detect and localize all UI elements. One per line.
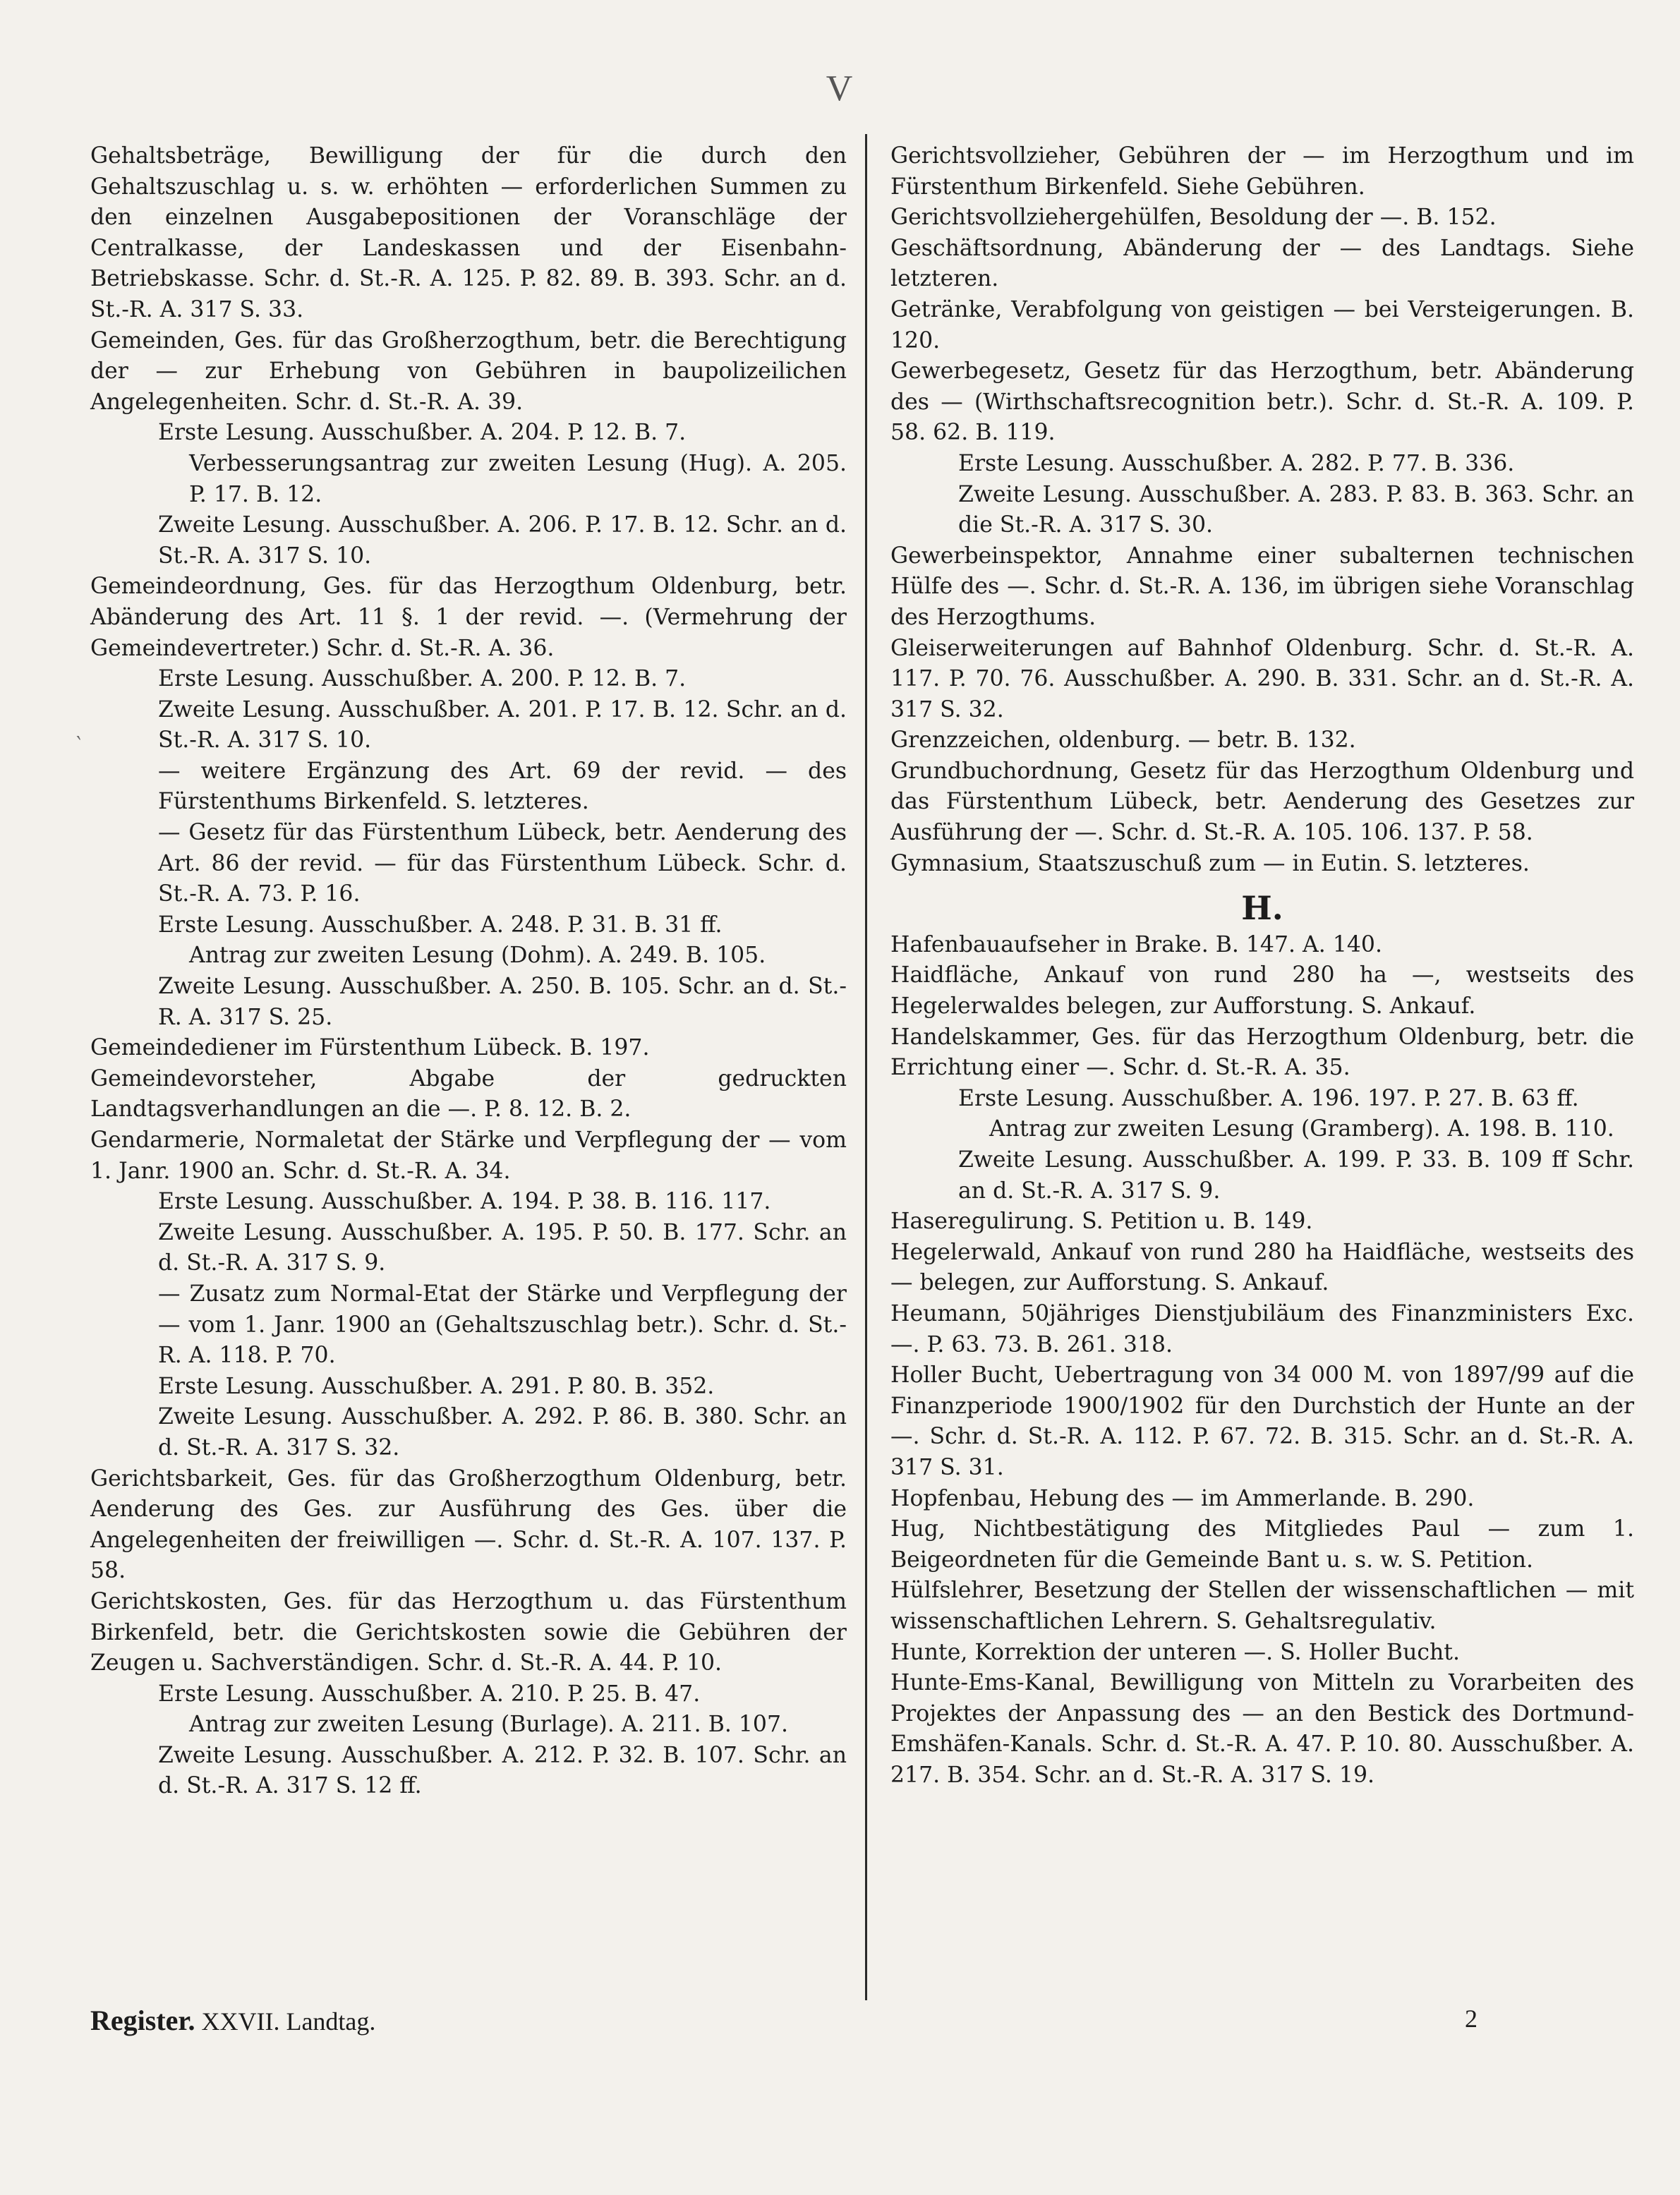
index-entry: Grundbuchordnung, Gesetz für das Herzogthum Oldenburg und das Fürstenthum Lübeck, betr. Aenderung des Gesetzes zur Ausführung der —. Schr. d. St.-R. A. 105. 106. 137. P. 58.	[890, 758, 1634, 846]
index-subentry: Zweite Lesung. Ausschußber. A. 206. P. 17. B. 12. Schr. an d. St.-R. A. 317 S. 10.	[158, 512, 847, 569]
index-subentry: Erste Lesung. Ausschußber. A. 200. P. 12. B. 7.	[158, 666, 687, 692]
index-entry: Getränke, Verabfolgung von geistigen — bei Versteigerungen. B. 120.	[890, 296, 1634, 353]
index-subentry: — weitere Ergänzung des Art. 69 der revid. — des Fürstenthums Birkenfeld. S. letzteres.	[158, 758, 847, 815]
index-subentry: Verbesserungsantrag zur zweiten Lesung (Hug). A. 205. P. 17. B. 12.	[189, 450, 847, 507]
register-label: Register.	[90, 2004, 195, 2036]
index-entry: Holler Bucht, Uebertragung von 34 000 M. von 1897/99 auf die Finanzperiode 1900/1902 für den Durchstich der Hunte an der —. Schr. d. St.-R. A. 112. P. 67. 72. B. 315. Schr. an d. St.-R. A. 317 S. 31.	[890, 1362, 1634, 1480]
index-entry: Gemeindediener im Fürstenthum Lübeck. B. 197.	[90, 1035, 650, 1061]
index-subentry: Antrag zur zweiten Lesung (Burlage). A. 211. B. 107.	[189, 1712, 789, 1738]
index-subentry: Antrag zur zweiten Lesung (Dohm). A. 249. B. 105.	[189, 943, 766, 969]
index-subentry: Erste Lesung. Ausschußber. A. 204. P. 12. B. 7.	[158, 420, 687, 446]
index-entry: Haseregulirung. S. Petition u. B. 149.	[890, 1209, 1313, 1235]
index-entry: Gemeindevorsteher, Abgabe der gedruckten Landtagsverhandlungen an die —. P. 8. 12. B. 2.	[90, 1065, 847, 1123]
index-entry: Gemeinden, Ges. für das Großherzogthum, betr. die Berechtigung der — zur Erhebung von Gebühren in baupolizeilichen Angelegenheiten. Schr. d. St.-R. A. 39.	[90, 327, 847, 415]
index-entry: Gerichtsvollziehergehülfen, Besoldung der —. B. 152.	[890, 205, 1497, 231]
index-subentry: Zweite Lesung. Ausschußber. A. 283. P. 83. B. 363. Schr. an die St.-R. A. 317 S. 30.	[958, 481, 1634, 538]
index-subentry: Erste Lesung. Ausschußber. A. 291. P. 80. B. 352.	[158, 1373, 715, 1399]
index-subentry: — Gesetz für das Fürstenthum Lübeck, betr. Aenderung des Art. 86 der revid. — für das Fürstenthum Lübeck. Schr. d. St.-R. A. 73. P. 16.	[158, 820, 847, 907]
index-entry: Gerichtsbarkeit, Ges. für das Großherzogthum Oldenburg, betr. Aenderung des Ges. zur Ausführung des Ges. über die Angelegenheiten der freiwilligen —. Schr. d. St.-R. A. 107. 137. P. 58.	[90, 1465, 847, 1584]
sheet-number: 2	[1465, 2004, 1477, 2033]
index-entry: Hülfslehrer, Besetzung der Stellen der wissenschaftlichen — mit wissenschaftlichen Lehrern. S. Gehaltsregulativ.	[890, 1578, 1634, 1634]
index-subentry: Zweite Lesung. Ausschußber. A. 201. P. 17. B. 12. Schr. an d. St.-R. A. 317 S. 10.	[158, 696, 847, 754]
index-subentry: Erste Lesung. Ausschußber. A. 196. 197. P. 27. B. 63 ff.	[958, 1085, 1579, 1111]
index-entry: Gerichtskosten, Ges. für das Herzogthum u. das Fürstenthum Birkenfeld, betr. die Gerichtskosten sowie die Gebühren der Zeugen u. Sachverständigen. Schr. d. St.-R. A. 44. P. 10.	[90, 1588, 847, 1676]
right-column	[890, 141, 1634, 1791]
index-entry: Grenzzeichen, oldenburg. — betr. B. 132.	[890, 727, 1356, 754]
index-entry: Handelskammer, Ges. für das Herzogthum Oldenburg, betr. die Errichtung einer —. Schr. d. St.-R. A. 35.	[890, 1024, 1634, 1081]
index-entry: Hug, Nichtbestätigung des Mitgliedes Paul — zum 1. Beigeordneten für die Gemeinde Bant u. s. w. S. Petition.	[890, 1516, 1634, 1573]
index-subentry: Erste Lesung. Ausschußber. A. 248. P. 31. B. 31 ff.	[158, 912, 723, 938]
index-subentry: Zweite Lesung. Ausschußber. A. 212. P. 32. B. 107. Schr. an d. St.-R. A. 317 S. 12 ff.	[158, 1742, 847, 1799]
index-subentry: Zweite Lesung. Ausschußber. A. 195. P. 50. B. 177. Schr. an d. St.-R. A. 317 S. 9.	[158, 1219, 847, 1276]
index-entry: Gleiserweiterungen auf Bahnhof Oldenburg. Schr. d. St.-R. A. 117. P. 70. 76. Ausschußber. A. 290. B. 331. Schr. an d. St.-R. A. 317 S. 32.	[890, 635, 1634, 722]
section-letter: H.	[1241, 889, 1283, 928]
index-entry: Gendarmerie, Normaletat der Stärke und Verpflegung der — vom 1. Janr. 1900 an. Schr. d. St.-R. A. 34.	[90, 1127, 847, 1184]
index-entry: Gewerbeinspektor, Annahme einer subalternen technischen Hülfe des —. Schr. d. St.-R. A. 136, im übrigen siehe Voranschlag des Herzogthums.	[890, 543, 1634, 630]
footer-title	[90, 2004, 375, 2037]
index-entry: Hegelerwald, Ankauf von rund 280 ha Haidfläche, westseits des — belegen, zur Aufforstung. S. Ankauf.	[890, 1239, 1634, 1296]
index-entry: Hunte-Ems-Kanal, Bewilligung von Mitteln zu Vorarbeiten des Projektes der Anpassung des — an den Bestick des Dortmund-Emshäfen-Kanals. Schr. d. St.-R. A. 47. P. 10. 80. Ausschußber. A. 217. B. 354. Schr. an d. St.-R. A. 317 S. 19.	[890, 1670, 1634, 1788]
index-entry: Heumann, 50jähriges Dienstjubiläum des Finanzministers Exc. —. P. 63. 73. B. 261. 318.	[890, 1300, 1634, 1357]
index-entry: Gehaltsbeträge, Bewilligung der für die durch den Gehaltszuschlag u. s. w. erhöhten — erforderlichen Summen zu den einzelnen Ausgabepositionen der Voranschläge der Centralkasse, der Landeskassen und der Eisenbahn-Betriebskasse. Schr. d. St.-R. A. 125. P. 82. 89. B. 393. Schr. an d. St.-R. A. 317 S. 33.	[90, 143, 847, 322]
index-subentry: — Zusatz zum Normal-Etat der Stärke und Verpflegung der — vom 1. Janr. 1900 an (Gehaltszuschlag betr.). Schr. d. St.-R. A. 118. P. 70.	[158, 1281, 847, 1369]
index-entry: Gymnasium, Staatszuschuß zum — in Eutin. S. letzteres.	[890, 850, 1530, 876]
index-entry: Geschäftsordnung, Abänderung der — des Landtags. Siehe letzteren.	[890, 235, 1634, 292]
page-number: V	[826, 68, 854, 109]
index-subentry: Antrag zur zweiten Lesung (Gramberg). A. 198. B. 110.	[989, 1116, 1614, 1142]
index-subentry: Erste Lesung. Ausschußber. A. 194. P. 38. B. 116. 117.	[158, 1189, 771, 1215]
column-divider	[865, 134, 867, 2000]
index-entry: Hopfenbau, Hebung des — im Ammerlande. B. 290.	[890, 1485, 1475, 1511]
stray-mark: ‵	[76, 732, 81, 757]
index-entry: Haidfläche, Ankauf von rund 280 ha —, westseits des Hegelerwaldes belegen, zur Aufforstung. S. Ankauf.	[890, 962, 1634, 1020]
index-entry: Gerichtsvollzieher, Gebühren der — im Herzogthum und im Fürstenthum Birkenfeld. Siehe Gebühren.	[890, 143, 1634, 200]
index-subentry: Zweite Lesung. Ausschußber. A. 292. P. 86. B. 380. Schr. an d. St.-R. A. 317 S. 32.	[158, 1404, 847, 1461]
left-column	[90, 141, 847, 1802]
index-entry: Gewerbegesetz, Gesetz für das Herzogthum, betr. Abänderung des — (Wirthschaftsrecognition betr.). Schr. d. St.-R. A. 109. P. 58. 62. B. 119.	[890, 358, 1634, 446]
index-subentry: Zweite Lesung. Ausschußber. A. 199. P. 33. B. 109 ff Schr. an d. St.-R. A. 317 S. 9.	[958, 1147, 1634, 1204]
landtag-label: XXVII. Landtag.	[201, 2007, 376, 2036]
index-entry: Hafenbauaufseher in Brake. B. 147. A. 140.	[890, 931, 1382, 957]
index-subentry: Erste Lesung. Ausschußber. A. 282. P. 77. B. 336.	[958, 450, 1515, 476]
index-entry: Hunte, Korrektion der unteren —. S. Holler Bucht.	[890, 1639, 1460, 1665]
index-subentry: Zweite Lesung. Ausschußber. A. 250. B. 105. Schr. an d. St.-R. A. 317 S. 25.	[158, 974, 847, 1030]
index-subentry: Erste Lesung. Ausschußber. A. 210. P. 25. B. 47.	[158, 1681, 701, 1707]
index-entry: Gemeindeordnung, Ges. für das Herzogthum Oldenburg, betr. Abänderung des Art. 11 §. 1 der revid. —. (Vermehrung der Gemeindevertreter.) Schr. d. St.-R. A. 36.	[90, 574, 847, 661]
